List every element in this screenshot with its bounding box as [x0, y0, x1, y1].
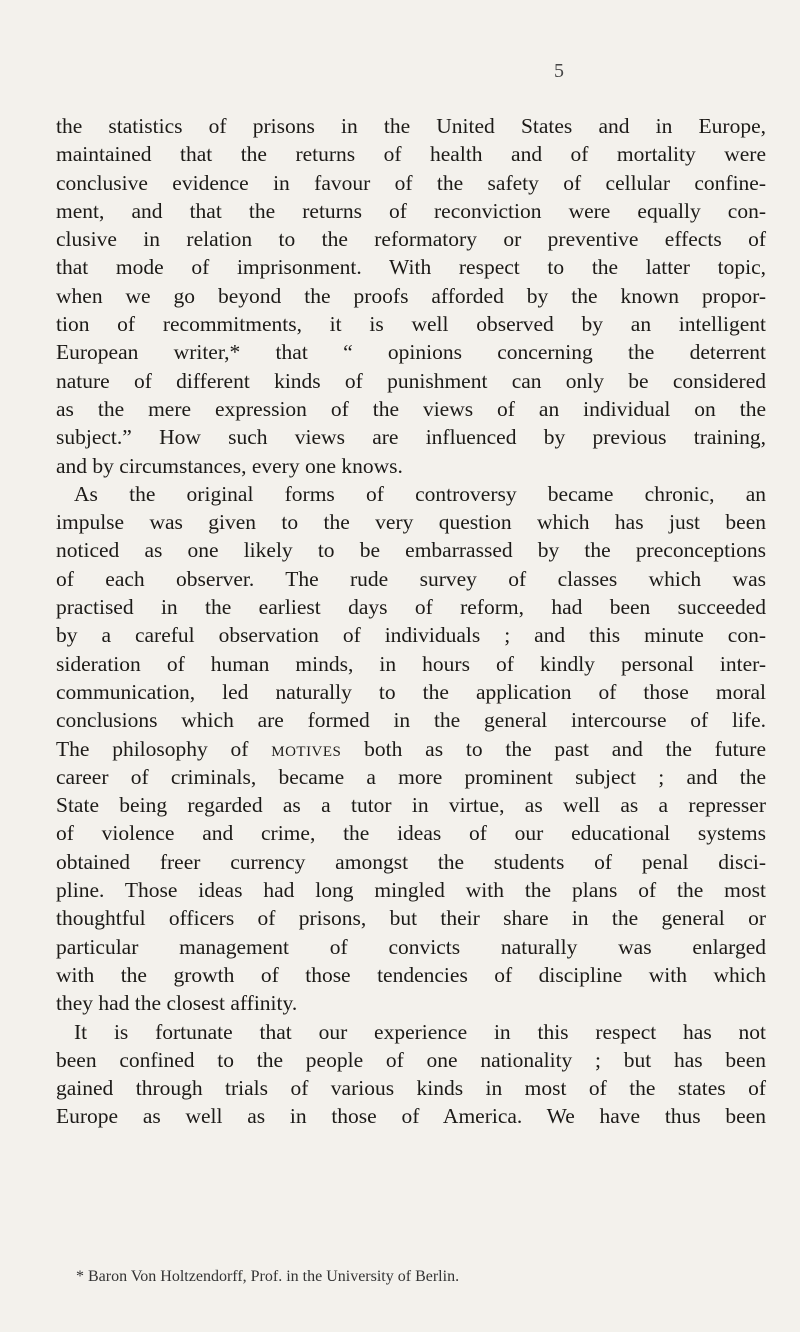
text-line: career of criminals, became a more prominent subject ; and the [56, 764, 766, 789]
text-line: and by circumstances, every one knows. [56, 453, 403, 478]
text-line: by a careful observation of individuals ; and this minute con- [56, 623, 766, 648]
text-line-motives [56, 735, 766, 763]
text-line: subject.” How such views are influenced by previous training, [56, 425, 766, 450]
text-line: of violence and crime, the ideas of our educational systems [56, 821, 766, 846]
text-line: thoughtful officers of prisons, but their share in the general or [56, 906, 766, 931]
text-line: obtained freer currency amongst the students of penal disci- [56, 849, 766, 874]
text-line: It is fortunate that our experience in this respect has not [74, 1019, 766, 1044]
text-line: pline. Those ideas had long mingled with the plans of the most [56, 878, 766, 903]
text-line: gained through trials of various kinds in most of the states of [56, 1076, 766, 1101]
footnote: * Baron Von Holtzendorff, Prof. in the University of Berlin. [76, 1268, 460, 1285]
text-line: sideration of human minds, in hours of kindly personal inter- [56, 651, 766, 676]
text-line: conclusive evidence in favour of the safety of cellular confine- [56, 170, 766, 195]
line-after: both as to the past and the future [341, 736, 766, 761]
text-line: tion of recommitments, it is well observed by an intelligent [56, 312, 766, 337]
text-line: the statistics of prisons in the United States and in Europe, [56, 114, 766, 138]
text-line: clusive in relation to the reformatory or preventive effects of [56, 227, 766, 252]
motives-smallcaps: motives [271, 736, 342, 761]
text-line: that mode of imprisonment. With respect to the latter topic, [56, 255, 766, 280]
body-text [56, 112, 766, 1131]
text-line: with the growth of those tendencies of discipline with which [56, 962, 766, 987]
text-line: communication, led naturally to the application of those moral [56, 679, 766, 704]
text-line: As the original forms of controversy became chronic, an [74, 481, 766, 506]
text-line: European writer,* that “ opinions concerning the deterrent [56, 340, 766, 365]
text-line: impulse was given to the very question which has just been [56, 510, 766, 535]
text-line: practised in the earliest days of reform, had been succeeded [56, 595, 766, 620]
text-line: Europe as well as in those of America. We have thus been [56, 1104, 766, 1129]
text-line: conclusions which are formed in the general intercourse of life. [56, 708, 766, 733]
text-line: State being regarded as a tutor in virtue, as well as a represser [56, 793, 766, 818]
text-line: particular management of convicts naturally was enlarged [56, 934, 766, 959]
line-before: The philosophy of [56, 736, 272, 761]
text-line: as the mere expression of the views of an individual on the [56, 396, 766, 421]
text-line: noticed as one likely to be embarrassed by the preconceptions [56, 538, 766, 563]
page-number: 5 [554, 60, 564, 82]
text-line: ment, and that the returns of reconviction were equally con- [56, 198, 766, 223]
text-line: when we go beyond the proofs afforded by the known propor- [56, 283, 766, 308]
text-line: been confined to the people of one nationality ; but has been [56, 1047, 766, 1072]
text-line: maintained that the returns of health and of mortality were [56, 142, 766, 167]
text-line: they had the closest affinity. [56, 991, 298, 1016]
text-line: nature of different kinds of punishment can only be considered [56, 368, 766, 393]
text-line: of each observer. The rude survey of classes which was [56, 566, 766, 591]
